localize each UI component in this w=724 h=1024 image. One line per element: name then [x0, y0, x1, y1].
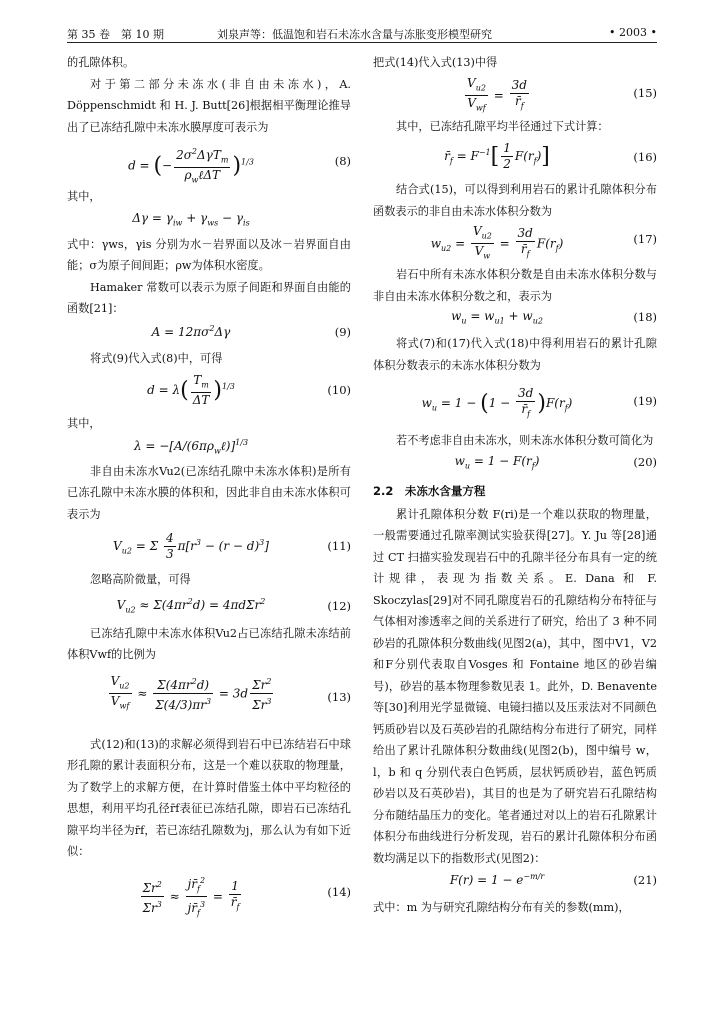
equation-8: d = (− $\frac{2\sigma^2\Delta\gamma T_m}{\rho_w\ell\Delta T}$ )$^{1/3}$ (8): [67, 138, 351, 186]
equation-19: $w_u = 1 - (1$ − $\frac{3d}{r̄_f}$ )$F(r_f)$ (19): [421, 386, 657, 419]
equation-number: (13): [327, 689, 351, 704]
paragraph: 式中：γws，γis 分别为水－岩界面以及冰－岩界面自由能；σ为原子间间距；ρw为体积水密度。: [67, 237, 351, 272]
equation-gamma: $\Delta\gamma = \gamma_{iw} + \gamma_{ws} - \gamma_{is}$: [132, 210, 250, 227]
equation-9: $A = 12\pi\sigma^2\Delta\gamma$ (9): [151, 323, 351, 339]
running-title: 刘泉声等：低温饱和岩石未冻水含量与冻胀变形模型研究: [217, 28, 492, 41]
equation-number: (21): [633, 873, 657, 887]
equation-13: $\frac{V_{u2}}{V_{wf}}$ ≈ $\frac{\Sigma(4\pi r^2d)}{\Sigma(4/3)\pi r^3}$ = 3d $\frac{\Sigma r^2}{\Sigma r^3}$ (13): [110, 673, 351, 712]
paragraph: 岩石中所有未冻水体积分数是自由未冻水体积分数与非自由未冻水体积分数之和，表示为: [373, 268, 657, 303]
paragraph: 其中，: [67, 417, 101, 430]
equation-number: (20): [633, 454, 657, 469]
paragraph: 非自由未冻水Vu2(已冻结孔隙中未冻水体积)是所有已冻孔隙中未冻水膜的体积和，因此非自由未冻水体积可表示为: [67, 464, 351, 521]
equation-lambda: $\lambda = -[A/(6\pi\rho_w\ell)]^{1/3}$: [133, 437, 249, 455]
equation-12: $V_{u2} \approx \Sigma(4\pi r^2d) = 4\pi d\Sigma r^2$ (12): [116, 596, 351, 614]
page-number: • 2003 •: [609, 26, 657, 39]
paragraph: 的孔隙体积。: [67, 56, 135, 69]
equation-number: (17): [633, 232, 657, 246]
equation-10: d = λ( $\frac{T_m}{\Delta T}$ )$^{1/3}$ (10): [147, 373, 351, 408]
equation-15: $\frac{V_{u2}}{V_{wf}}$ = $\frac{3d}{r̄_f}$ (15): [467, 75, 657, 113]
equation-number: (11): [327, 539, 351, 553]
paragraph: 将式(7)和(17)代入式(18)中得利用岩石的累计孔隙体积分数表示的未冻水体积分数为: [373, 337, 657, 372]
paragraph: 若不考虑非自由未冻水，则未冻水体积分数可简化为: [396, 434, 654, 447]
running-header: [67, 24, 657, 42]
equation-number: (12): [327, 598, 351, 613]
equation-number: (8): [334, 154, 351, 168]
equation-16: $r̄_f = F^{-1}$[ $\frac{1}{2}$ $F(r_f)$] (16): [444, 141, 657, 171]
equation-20: $w_u = 1 - F(r_f)$ (20): [454, 453, 657, 470]
equation-number: (10): [327, 383, 351, 397]
equation-number: (16): [633, 150, 657, 164]
left-column: [67, 52, 351, 927]
equation-number: (19): [633, 394, 657, 408]
header-rule: [67, 42, 657, 43]
paragraph: 已冻结孔隙中未冻水体积Vu2占已冻结孔隙未冻结前体积Vwf的比例为: [67, 626, 351, 661]
paragraph: 累计孔隙体积分数 F(ri)是一个难以获取的物理量，一般需要通过孔隙率测试实验获得[27]。Y. Ju 等[28]通过 CT 扫描实验发现岩石中的孔隙半径分布具有一定的统计规律，表现为指数关系。E. Dana 和 F. Skoczylas[29]对不同孔隙度岩石的孔隙结构分布特征与气体相对渗透率之间的关系进行了研究，给出了 3 种不同砂岩的孔隙体积分数曲线(见图2(a)，其中，图中V1，V2和F分别代表取自Vosges 和 Fontaine 地区的砂岩编号)，砂岩的基本物理参数见表 1。此外，D. Benavente 等[30]利用光学显微镜、电镜扫描以及压汞法对不同颜色钙质砂岩以及石英砂岩的孔隙结构分布进行了研究，同样给出了累计孔隙体积分数曲线(见图2(b)，图中编号 w，l，b 和 q 分别代表白色钙质，层状钙质砂岩，蓝色钙质砂岩以及石英砂岩)，其目的也是为了研究岩石孔隙结构分布随结晶压力的变化。笔者通过对以上的岩石孔隙累计体积分布曲线进行分析发现，岩石的累计孔隙体积分布函数均满足以下的指数形式(见图2)：: [373, 507, 657, 865]
paragraph: 其中，: [67, 190, 101, 203]
equation-21: $F(r) = 1 - e^{-m/r}$ (21): [449, 872, 657, 887]
paragraph: 其中，已冻结孔隙平均半径通过下式计算：: [396, 119, 609, 133]
paragraph: 结合式(15)，可以得到利用岩石的累计孔隙体积分布函数表示的非自由未冻水体积分数为: [373, 183, 657, 218]
equation-number: (15): [633, 85, 657, 100]
equation-number: (9): [334, 324, 351, 339]
paragraph: 忽略高阶微量，可得: [90, 573, 191, 586]
paragraph: Hamaker 常数可以表示为原子间距和界面自由能的函数[21]：: [67, 280, 351, 315]
equation-11: $V_{u2} = \Sigma$ $\frac{4}{3}$ $\pi[r^3 - (r - d)^3]$ (11): [113, 531, 351, 561]
equation-number: (18): [633, 310, 657, 324]
right-column: [373, 52, 657, 919]
paragraph: 对于第二部分未冻水(非自由未冻水)，A. Döppenschmidt 和 H. J. Butt[26]根据相平衡理论推导出了已冻结孔隙中未冻水膜厚度可表示为: [67, 77, 351, 134]
equation-number: (14): [327, 884, 351, 899]
paragraph: 将式(9)代入式(8)中，可得: [90, 351, 223, 365]
equation-18: $w_u = w_{u1} + w_{u2}$ (18): [451, 309, 657, 326]
equation-17: $w_{u2}$ = $\frac{V_{u2}}{V_w}$ = $\frac{3d}{r̄_f}$ $F(r_f)$ (17): [430, 224, 657, 261]
section-heading: 2.2 未冻水含量方程: [373, 483, 486, 498]
paragraph: 把式(14)代入式(13)中得: [373, 56, 498, 69]
paragraph: 式(12)和(13)的求解必须得到岩石中已冻结岩石中球形孔隙的累计表面积分布，这是一个难以获取的物理量，为了数学上的求解方便，在计算时借鉴土体中平均粒径的思想，利用平均孔径r̄f表征已冻结孔隙，即岩石已冻结孔隙平均半径为r̄f，若已冻结孔隙数为j，那么认为有如下近似：: [67, 737, 351, 858]
equation-14: $\frac{\Sigma r^2}{\Sigma r^3}$ ≈ $\frac{jr̄_f^2}{jr̄_f^3}$ = $\frac{1}{r̄_f}$ (14): [67, 863, 351, 927]
paragraph: 式中：m 为与研究孔隙结构分布有关的参数(mm)，: [373, 901, 630, 914]
journal-volume: 第 35 卷 第 10 期: [67, 28, 164, 41]
